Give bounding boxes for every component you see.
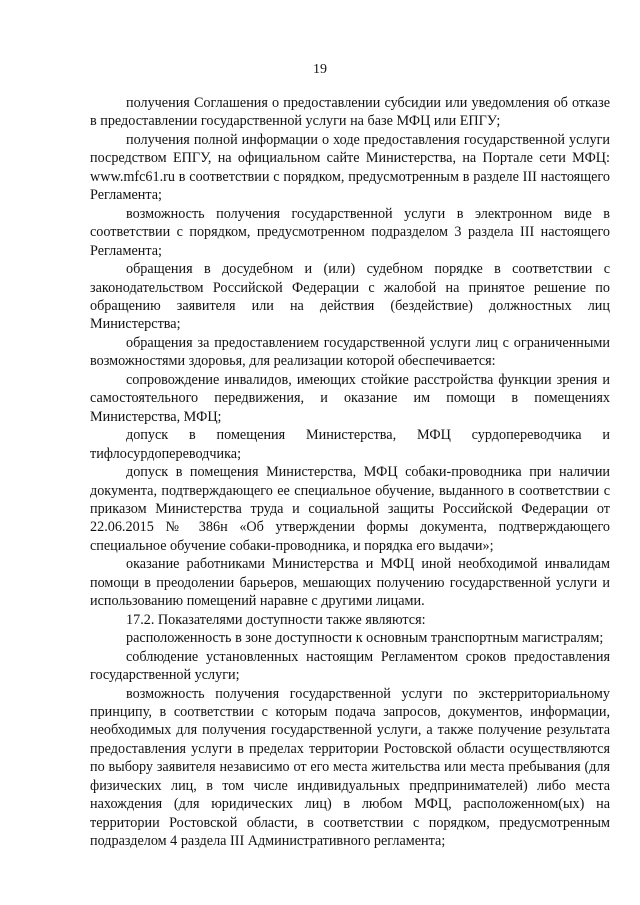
paragraph: получения Соглашения о предоставлении субсидии или уведомления об отказе в предоставлении государственной услуги на базе МФЦ или ЕПГУ; xyxy=(90,95,610,130)
paragraph: обращения в досудебном и (или) судебном порядке в соответствии с законодательством Российской Федерации с жалобой на принятое решение по обращению заявителя или на действия (бездействие) должностных лиц Министерства; xyxy=(90,261,610,333)
paragraph: получения полной информации о ходе предоставления государственной услуги посредством ЕПГУ, на официальном сайте Министерства, на Портале сети МФЦ: www.mfc61.ru в соответствии с порядком, предусмотренным в разделе III настоящего Регламента; xyxy=(90,131,610,204)
paragraph: соблюдение установленных настоящим Регламентом сроков предоставления государственной услуги; xyxy=(90,648,610,684)
section-heading: 17.2. Показателями доступности также являются: xyxy=(126,611,426,628)
paragraph: допуск в помещения Министерства, МФЦ сурдопереводчика и тифлосурдопереводчика; xyxy=(90,427,610,462)
page-number: 19 xyxy=(313,62,327,77)
paragraph: возможность получения государственной услуги по экстерриториальному принципу, в соответствии с которым подача запросов, документов, информации, необходимых для получения государственной услуги, а также получение результата предоставления услуги в пределах территории Ростовской области осуществляются по выбору заявителя независимо от его места жительства или места пребывания (для физических лиц, в том числе индивидуальных предпринимателей) либо места нахождения (для юридических лиц) в любом МФЦ, расположенном(ых) на территории Ростовской области, в соответствии с порядком, предусмотренным подразделом 4 раздела III Административного регламента; xyxy=(90,685,610,850)
paragraph: обращения за предоставлением государственной услуги лиц с ограниченными возможностями здоровья, для реализации которой обеспечивается: xyxy=(90,334,610,370)
paragraph: оказание работниками Министерства и МФЦ иной необходимой инвалидам помощи в преодолении барьеров, мешающих получению государственной услуги и использованию помещений наравне с другими лицами. xyxy=(90,556,610,610)
paragraph: допуск в помещения Министерства, МФЦ собаки-проводника при наличии документа, подтверждающего ее специальное обучение, выданного в соответствии с приказом Министерства труда и социальной защиты Российской Федерации от 22.06.2015 № 386н «Об утверждении формы документа, подтверждающего специальное обучение собаки-проводника, и порядка его выдачи»; xyxy=(90,464,610,554)
body-text xyxy=(90,94,610,851)
paragraph: возможность получения государственной услуги в электронном виде в соответствии с порядком, предусмотренном подразделом 3 раздела III настоящего Регламента; xyxy=(90,205,610,259)
paragraph: расположенность в зоне доступности к основным транспортным магистралям; xyxy=(126,630,604,647)
paragraph: сопровождение инвалидов, имеющих стойкие расстройства функции зрения и самостоятельного передвижения, и оказание им помощи в помещениях Министерства, МФЦ; xyxy=(90,371,610,425)
